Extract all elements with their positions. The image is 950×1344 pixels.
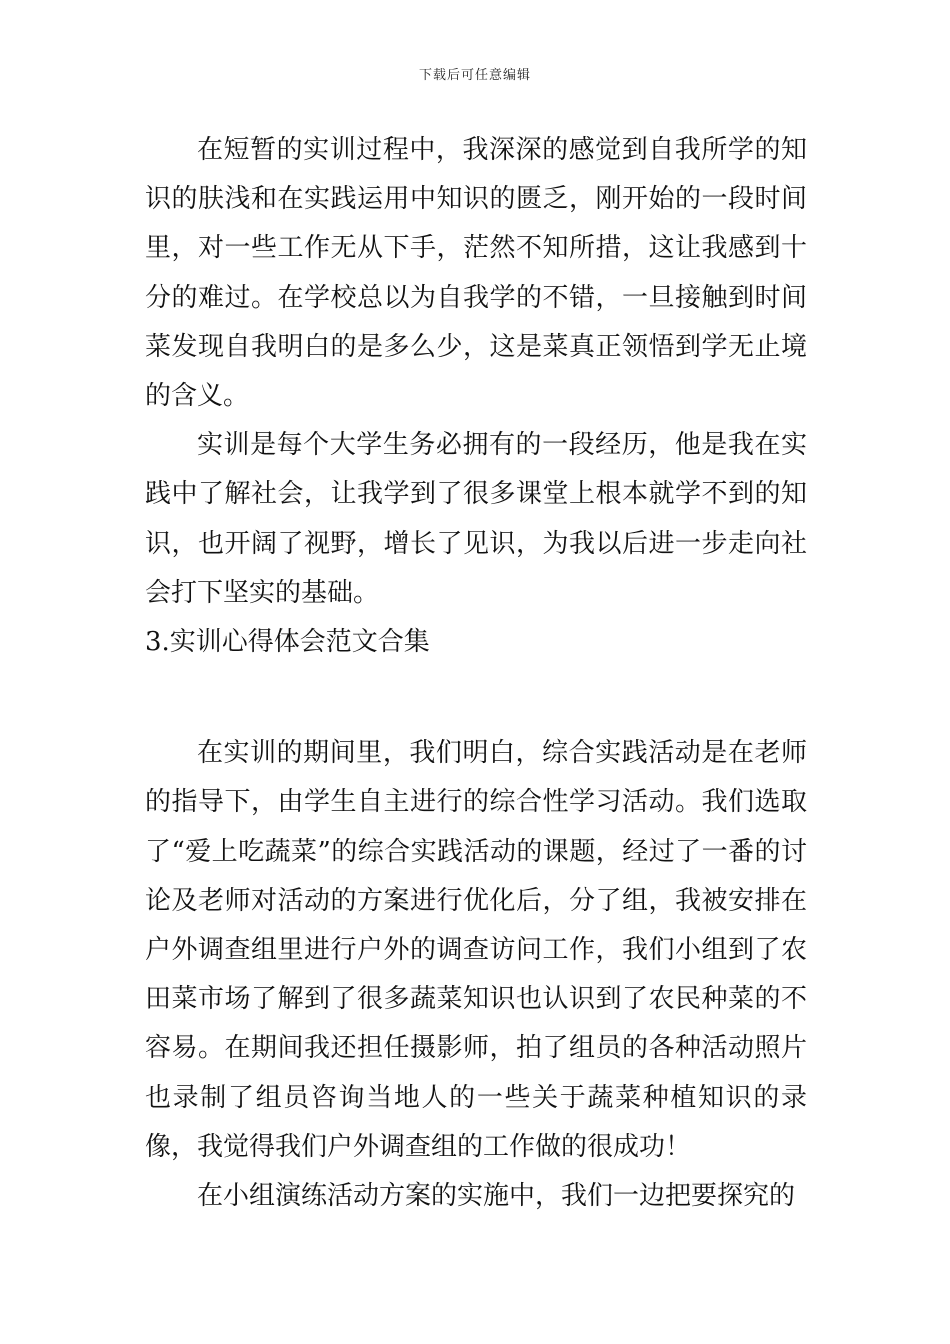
paragraph-3: 在实训的期间里，我们明白，综合实践活动是在老师的指导下，由学生自主进行的综合性学习活动。我们选取了“爱上吃蔬菜”的综合实践活动的课题，经过了一番的讨论及老师对活动的方案进行优化后，分了组，我被安排在户外调查组里进行户外的调查访问工作，我们小组到了农田菜市场了解到了很多蔬菜知识也认识到了农民种菜的不容易。在期间我还担任摄影师，拍了组员的各种活动照片也录制了组员咨询当地人的一些关于蔬菜种植知识的录像，我觉得我们户外调查组的工作做的很成功！ <box>145 738 807 1162</box>
section-heading: 3.实训心得体会范文合集 <box>145 627 430 658</box>
paragraph-1: 在短暂的实训过程中，我深深的感觉到自我所学的知识的肤浅和在实践运用中知识的匮乏，刚开始的一段时间里，对一些工作无从下手，茫然不知所措，这让我感到十分的难过。在学校总以为自我学的不错，一旦接触到时间菜发现自我明白的是多么少，这是菜真正领悟到学无止境的含义。 <box>145 135 807 412</box>
paragraph-2: 实训是每个大学生务必拥有的一段经历，他是我在实践中了解社会，让我学到了很多课堂上根本就学不到的知识，也开阔了视野，增长了见识，为我以后进一步走向社会打下坚实的基础。 <box>145 430 807 608</box>
section-spacer <box>145 667 807 729</box>
document-body <box>145 126 807 1221</box>
page-header: 下载后可任意编辑 <box>418 68 531 83</box>
paragraph-4: 在小组演练活动方案的实施中，我们一边把要探究的 <box>197 1181 796 1212</box>
